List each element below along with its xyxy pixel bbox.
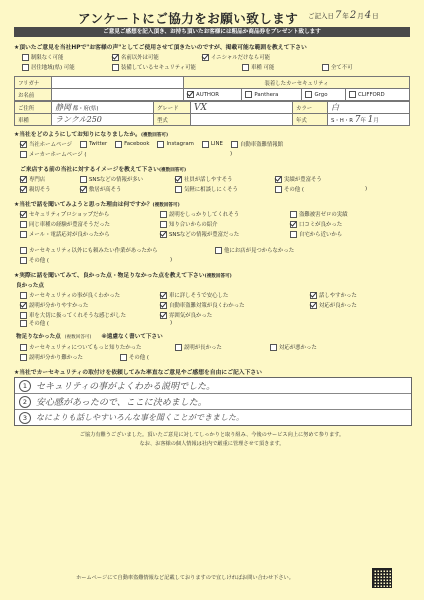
q1-option[interactable] (112, 63, 232, 71)
q4-option-label: 自宅から近いから (299, 232, 343, 238)
q5-good-option[interactable] (160, 291, 310, 299)
date-month[interactable]: 2 (349, 10, 357, 21)
checkbox[interactable] (175, 344, 182, 351)
q5-bad-prompt: ※遠慮なく書いて下さい (101, 334, 163, 340)
q1-option-label: 装備しているセキュリティ可能 (121, 65, 196, 71)
q3-option[interactable] (275, 175, 322, 183)
security-option-label: CLIFFORD (357, 91, 385, 98)
q4-option[interactable] (20, 246, 215, 254)
q3-option-close: ) (365, 186, 368, 192)
page-title: アンケートにご協力をお願い致します (78, 11, 299, 26)
q3-option-label: 実績が豊富そう (284, 177, 322, 183)
q2-option[interactable] (115, 140, 149, 148)
security-option[interactable] (302, 89, 346, 101)
checkbox[interactable] (20, 257, 27, 264)
q2-option[interactable] (202, 140, 223, 148)
q3-option[interactable] (80, 175, 175, 183)
year-label: 年式 (293, 114, 328, 126)
q4-option[interactable] (160, 210, 290, 218)
security-option-label: Panthera (254, 91, 279, 98)
checkbox[interactable] (80, 186, 87, 193)
q4-option-label: その他 ( (29, 258, 49, 264)
era-options: S・H・R (331, 117, 354, 124)
checkbox[interactable] (80, 176, 87, 183)
security-option[interactable] (345, 89, 409, 101)
q2-option-label: Facebook (124, 141, 150, 147)
q1-option-label: 名前以外は可能 (121, 55, 159, 61)
answer-text: セキュリティの事がよくわかる説明でした。 (36, 382, 216, 392)
q5-good-other-row (20, 319, 172, 327)
q3-option[interactable] (175, 175, 275, 183)
checkbox[interactable] (20, 186, 27, 193)
checkbox[interactable] (20, 151, 27, 158)
answer-text: 安心感があったので、ここに決めました。 (36, 398, 207, 408)
checkbox[interactable] (349, 91, 356, 98)
address-label: ご住所 (15, 102, 52, 114)
month-value: 1 (367, 114, 374, 125)
checkbox[interactable] (270, 344, 277, 351)
q4-option-label: 盗難被害ゼロの実績 (299, 212, 348, 218)
q1-option-label: 車種 可能 (251, 65, 275, 71)
q2-option-label: Instagram (166, 141, 194, 147)
q5-bad-option-label: 説明が長かった (184, 345, 222, 351)
q1-option[interactable] (22, 63, 102, 71)
date-day-unit: 日 (372, 12, 379, 20)
q2-option[interactable] (231, 140, 283, 148)
q2-option[interactable] (80, 140, 107, 148)
q2-option-label: Twitter (89, 141, 108, 147)
q5-good-option-label: カーセキュリティの事が良くわかった (29, 293, 120, 299)
answer-line (15, 378, 411, 394)
address-field[interactable] (52, 102, 154, 114)
q4-option-label: 他にお店が見つからなかった (224, 248, 295, 254)
year-value: 7 (354, 114, 361, 125)
checkbox[interactable] (160, 231, 167, 238)
security-option[interactable] (184, 89, 242, 101)
q4-option-label: 同じ車種の経験が豊富そうだった (29, 222, 110, 228)
answer-text: なによりも話しやすいろんな事を聞くことができました。 (36, 413, 244, 422)
checkbox[interactable] (275, 176, 282, 183)
checkbox[interactable] (175, 176, 182, 183)
q5-good-option[interactable] (310, 301, 410, 309)
checkbox[interactable] (115, 141, 122, 148)
checkbox[interactable] (245, 91, 252, 98)
q1-options-row2 (22, 63, 353, 71)
grade-value: VX (194, 102, 207, 113)
free-comment-box[interactable] (14, 377, 412, 426)
checkbox[interactable] (290, 211, 297, 218)
checkbox[interactable] (175, 186, 182, 193)
checkbox[interactable] (20, 302, 27, 309)
q2-option[interactable] (20, 150, 233, 158)
q4-option-label: 口コミが良かった (299, 222, 343, 228)
furigana-field[interactable] (52, 77, 184, 89)
checkbox[interactable] (202, 54, 209, 61)
number-badge: 1 (19, 380, 31, 392)
gift-banner: ご意見ご感想を記入頂き、お持ち頂いたお客様には粗品か商品券をプレゼント致します (14, 27, 410, 37)
q5-bad-option[interactable] (20, 343, 175, 351)
checkbox[interactable] (112, 64, 119, 71)
q3-option[interactable] (80, 185, 175, 193)
customer-info-table (14, 76, 410, 101)
q4-option[interactable] (215, 246, 294, 254)
q1-option[interactable] (202, 53, 270, 61)
checkbox[interactable] (20, 221, 27, 228)
q5-good-option-label: 自動車盗難対策が良くわかった (169, 303, 245, 309)
checkbox[interactable] (310, 292, 317, 299)
date-year-unit: 年 (342, 12, 349, 20)
q5-bad-option[interactable] (120, 353, 149, 361)
q4-option-label: メール・電話応対が良かったから (29, 232, 110, 238)
q4-note: (複数回答可) (152, 203, 180, 208)
q4-option[interactable] (160, 230, 290, 238)
q4-heading (14, 199, 180, 208)
q5-good-option[interactable] (20, 301, 160, 309)
checkbox[interactable] (160, 221, 167, 228)
q4-option-label: カーセキュリティ以外にも頼みたい作業があったから (29, 248, 158, 254)
q5-good-option-close: ) (170, 320, 173, 326)
q1-option-label: イニシャルだけなら可能 (211, 55, 270, 61)
q1-option-label: 全て不可 (331, 65, 353, 71)
q5-note: (複数回答可) (204, 274, 232, 279)
q5-bad-option[interactable] (20, 353, 120, 361)
q1-option[interactable] (112, 53, 192, 61)
name-label: お名前 (15, 89, 52, 101)
checkbox[interactable] (275, 186, 282, 193)
q3-option[interactable] (275, 185, 368, 193)
checkbox[interactable] (20, 211, 27, 218)
checkbox[interactable] (157, 141, 164, 148)
q4-options-row5 (20, 256, 172, 264)
car-field[interactable] (52, 114, 154, 126)
checkbox[interactable] (20, 231, 27, 238)
year-field[interactable] (328, 114, 410, 126)
color-label: カラー (293, 102, 328, 114)
customer-info-table-2 (14, 101, 410, 126)
checkbox[interactable] (20, 344, 27, 351)
q5-bad-option-label: カーセキュリティについてもっと知りたかった (29, 345, 142, 351)
grade-label: グレード (154, 102, 191, 114)
q3-options-row2 (20, 185, 367, 193)
q3-option-label: その他 ( (284, 187, 304, 193)
date-label: ご記入日 (308, 12, 334, 20)
privacy-note: なお、お客様の個人情報は社内で厳重に管理させて頂きます。 (139, 441, 285, 447)
q2-option-label: 当社ホームページ (29, 142, 73, 148)
checkbox[interactable] (290, 231, 297, 238)
q2-option[interactable] (20, 140, 72, 148)
q5-good-option-label: 雰囲気が良かった (169, 313, 213, 319)
q5-good-option-label: 車を大切に扱ってくれそうな感じがした (29, 313, 127, 319)
q5-bad-option-label: 対応が悪かった (279, 345, 317, 351)
checkbox[interactable] (80, 141, 87, 148)
q5-bad-option[interactable] (175, 343, 270, 351)
security-option-label: AUTHOR (196, 91, 219, 98)
q4-option[interactable] (160, 220, 290, 228)
year-unit: 年 (360, 117, 366, 124)
q2-option-label: 自動車盗難情報館 (239, 142, 284, 148)
checkbox[interactable] (20, 312, 27, 319)
q4-option[interactable] (20, 230, 160, 238)
q2-options-row1 (20, 140, 283, 148)
q1-option-label: 制限なく可能 (31, 55, 64, 61)
answer-line (15, 394, 411, 410)
checkbox[interactable] (305, 91, 312, 98)
number-badge: 3 (19, 412, 31, 424)
q4-option[interactable] (20, 220, 160, 228)
q1-option[interactable] (242, 63, 312, 71)
model-field[interactable] (191, 114, 293, 126)
q5-bad-heading (16, 332, 163, 340)
date-field (308, 10, 379, 21)
q4-option[interactable] (290, 220, 410, 228)
q3-options-row1 (20, 175, 322, 183)
q1-option-label: 居住地域(県) 可能 (31, 65, 75, 71)
q5-bad-row1 (20, 343, 317, 351)
q2-option-close: ) (230, 151, 233, 157)
car-value: ランクル250 (55, 115, 102, 124)
name-field[interactable] (52, 89, 184, 101)
q3-option-label: 親切そう (29, 187, 51, 193)
checkbox[interactable] (22, 64, 29, 71)
answer-line (15, 410, 411, 425)
month-unit: 月 (373, 117, 379, 124)
furigana-label: フリガナ (15, 77, 52, 89)
address-pref: 都・府(県) (72, 106, 99, 112)
checkbox[interactable] (20, 320, 27, 327)
q5-good-option-label: 対応が良かった (319, 303, 357, 309)
checkbox[interactable] (310, 302, 317, 309)
checkbox[interactable] (20, 141, 27, 148)
checkbox[interactable] (290, 221, 297, 228)
q3-text: ご来店する前の当社に対するイメージを教えて下さい (20, 167, 159, 173)
checkbox[interactable] (160, 292, 167, 299)
q2-option[interactable] (157, 140, 193, 148)
q5-good-option[interactable] (160, 311, 310, 319)
color-field[interactable] (328, 102, 410, 114)
qr-code-icon[interactable] (372, 568, 392, 588)
checkbox[interactable] (160, 211, 167, 218)
checkbox[interactable] (215, 247, 222, 254)
q4-option-close: ) (170, 257, 173, 263)
q5-good-option-label: 説明が分かりやすかった (29, 303, 89, 309)
q2-text: ★当社をどのようにしてお知りになりましたか。 (14, 132, 141, 138)
security-option-label: Grgo (314, 91, 328, 98)
checkbox[interactable] (160, 312, 167, 319)
checkbox[interactable] (202, 141, 209, 148)
checkbox[interactable] (22, 54, 29, 61)
checkbox[interactable] (20, 292, 27, 299)
q4-option[interactable] (20, 256, 173, 264)
date-year[interactable]: 7 (335, 10, 342, 21)
q5-bad-option[interactable] (270, 343, 317, 351)
q3-option-label: 社員が話しやすそう (184, 177, 233, 183)
q5-good-option[interactable] (20, 319, 173, 327)
q4-option[interactable] (20, 210, 160, 218)
q1-option[interactable] (322, 63, 353, 71)
q4-text: ★当社で話を聞いてみようと思った理由は何ですか？ (14, 202, 153, 208)
q2-heading (14, 129, 168, 138)
date-month-unit: 月 (357, 12, 364, 20)
checkbox[interactable] (20, 176, 27, 183)
q4-option-label: セキュリティプロショップだから (29, 212, 110, 218)
q6-heading: ★当社でカーセキュリティの取付けを依頼してみた率直なご意見やご感想を自由にご記入下さい (14, 370, 262, 376)
security-label: 装着したカーセキュリティ (184, 77, 410, 89)
checkbox[interactable] (231, 141, 238, 148)
number-badge: 2 (19, 396, 31, 408)
q5-good-grid (20, 291, 410, 319)
checkbox[interactable] (160, 302, 167, 309)
q2-option-label: LINE (210, 141, 223, 147)
grade-field[interactable] (191, 102, 293, 114)
checkbox[interactable] (20, 354, 27, 361)
q4-option-label: 知り合いからの紹介 (169, 222, 218, 228)
q5-bad-option-label: 説明が分かり難かった (29, 355, 83, 361)
q5-good-option-label: その他 ( (29, 321, 49, 327)
model-label: 型式 (154, 114, 191, 126)
q5-heading (14, 270, 232, 279)
date-day[interactable]: 4 (364, 10, 372, 21)
q5-good-option[interactable] (160, 301, 310, 309)
checkbox[interactable] (112, 54, 119, 61)
thanks-note: ご協力有難うございました。頂いたご意見に対してしっかりと取り組み、今後のサービス向上に努めて参ります。 (79, 432, 345, 438)
q3-note: (複数回答可) (158, 168, 187, 173)
q4-option[interactable] (290, 210, 410, 218)
q5-bad-label: 物足りなかった点 (16, 334, 61, 340)
q5-bad-note: (複数回答可) (64, 335, 92, 340)
checkbox[interactable] (187, 91, 194, 98)
q3-option-label: SNSなどの情報が多い (89, 177, 144, 183)
security-option[interactable] (242, 89, 302, 101)
q1-option[interactable] (22, 53, 102, 61)
q2-options-row2 (20, 150, 232, 158)
q5-good-label: 良かった点 (16, 283, 44, 289)
q3-option[interactable] (20, 175, 80, 183)
q4-option-label: 説明をしっかりしてくれそう (169, 212, 240, 218)
q1-heading: ★頂いたご意見を当社HPで"お客様の声"としてご使用させて頂きたいのですが、掲載可能な範囲を教えて下さい (14, 45, 307, 51)
q3-option[interactable] (20, 185, 80, 193)
q5-bad-row2 (20, 353, 149, 361)
address-value: 静岡 (55, 103, 71, 112)
q3-option-label: 専門店 (29, 177, 46, 183)
checkbox[interactable] (20, 247, 27, 254)
q5-good-option-label: 車に詳しそうで安心した (169, 293, 229, 299)
q4-option-label: SNSなどの情報が豊富だった (169, 232, 240, 238)
q5-text: ★実際に話を聞いてみて、良かった点・物足りなかった点を教えて下さい (14, 273, 205, 279)
car-label: 車種 (15, 114, 52, 126)
checkbox[interactable] (242, 64, 249, 71)
q3-option-label: 気軽に相談しにくそう (184, 187, 238, 193)
q4-options-row4 (20, 246, 294, 254)
checkbox[interactable] (120, 354, 127, 361)
q2-option-label: メーカーホームページ ( (29, 152, 87, 158)
q5-good-option[interactable] (20, 291, 160, 299)
checkbox[interactable] (322, 64, 329, 71)
q2-note: (複数回答可) (140, 133, 169, 138)
q1-options-row1 (22, 53, 270, 61)
q5-good-option-label: 話しやすかった (319, 293, 357, 299)
q3-option[interactable] (175, 185, 275, 193)
q4-options-grid (20, 210, 410, 238)
q5-good-option[interactable] (20, 311, 160, 319)
homepage-note: ホームページにて自動車盗難情報など記載しておりますので宜しければお問い合わせ下さい。 (76, 575, 294, 581)
color-value: 白 (331, 103, 339, 112)
q5-good-option[interactable] (310, 291, 410, 299)
q3-heading (20, 164, 186, 173)
q4-option[interactable] (290, 230, 410, 238)
q3-option-label: 敷居が高そう (89, 187, 122, 193)
q5-bad-option-label: その他 ( (129, 355, 149, 361)
